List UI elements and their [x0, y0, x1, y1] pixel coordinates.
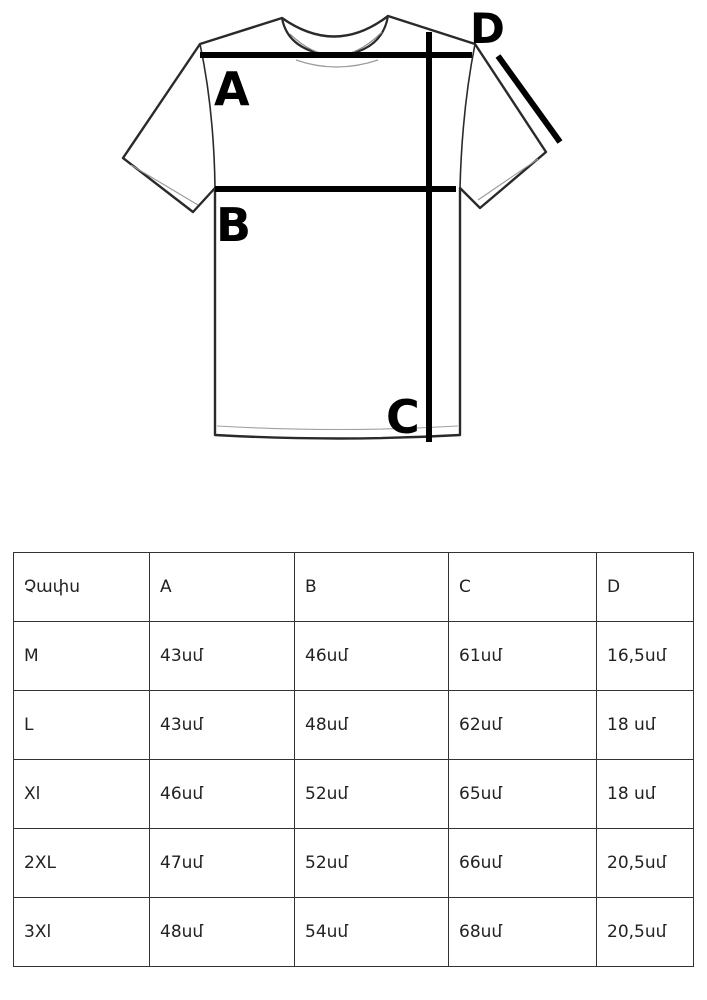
table-cell: 20,5սմ — [597, 898, 694, 967]
table-cell: 46սմ — [150, 760, 295, 829]
table-cell: 65սմ — [449, 760, 597, 829]
table-cell: 18 սմ — [597, 691, 694, 760]
table-row — [14, 829, 694, 898]
table-cell: 66սմ — [449, 829, 597, 898]
table-row — [14, 898, 694, 967]
table-cell: 68սմ — [449, 898, 597, 967]
table-cell: 3Xl — [14, 898, 150, 967]
tshirt-measurement-diagram — [0, 0, 707, 470]
marker-b-label: B — [216, 198, 252, 252]
table-row — [14, 691, 694, 760]
table-cell: 2XL — [14, 829, 150, 898]
table-cell: 43սմ — [150, 691, 295, 760]
header-cell-b: B — [295, 553, 449, 622]
table-cell: 54սմ — [295, 898, 449, 967]
table-row — [14, 760, 694, 829]
marker-d-label: D — [470, 4, 505, 53]
table-cell: 18 սմ — [597, 760, 694, 829]
table-cell: L — [14, 691, 150, 760]
table-cell: 20,5սմ — [597, 829, 694, 898]
size-table — [13, 552, 694, 967]
table-header-row — [14, 553, 694, 622]
header-cell-size: Չափս — [14, 553, 150, 622]
table-cell: 48սմ — [150, 898, 295, 967]
header-cell-a: A — [150, 553, 295, 622]
table-cell: 48սմ — [295, 691, 449, 760]
marker-a-label: A — [214, 62, 250, 116]
table-cell: 47սմ — [150, 829, 295, 898]
tshirt-outline — [0, 0, 707, 470]
table-cell: Xl — [14, 760, 150, 829]
table-cell: 52սմ — [295, 829, 449, 898]
table-cell: 52սմ — [295, 760, 449, 829]
table-cell: 62սմ — [449, 691, 597, 760]
table-cell: M — [14, 622, 150, 691]
marker-c-label: C — [386, 390, 420, 444]
table-cell: 16,5սմ — [597, 622, 694, 691]
tshirt-body-outline — [123, 16, 546, 444]
table-cell: 61սմ — [449, 622, 597, 691]
header-cell-d: D — [597, 553, 694, 622]
header-cell-c: C — [449, 553, 597, 622]
table-cell: 46սմ — [295, 622, 449, 691]
table-cell: 43սմ — [150, 622, 295, 691]
table-row — [14, 622, 694, 691]
